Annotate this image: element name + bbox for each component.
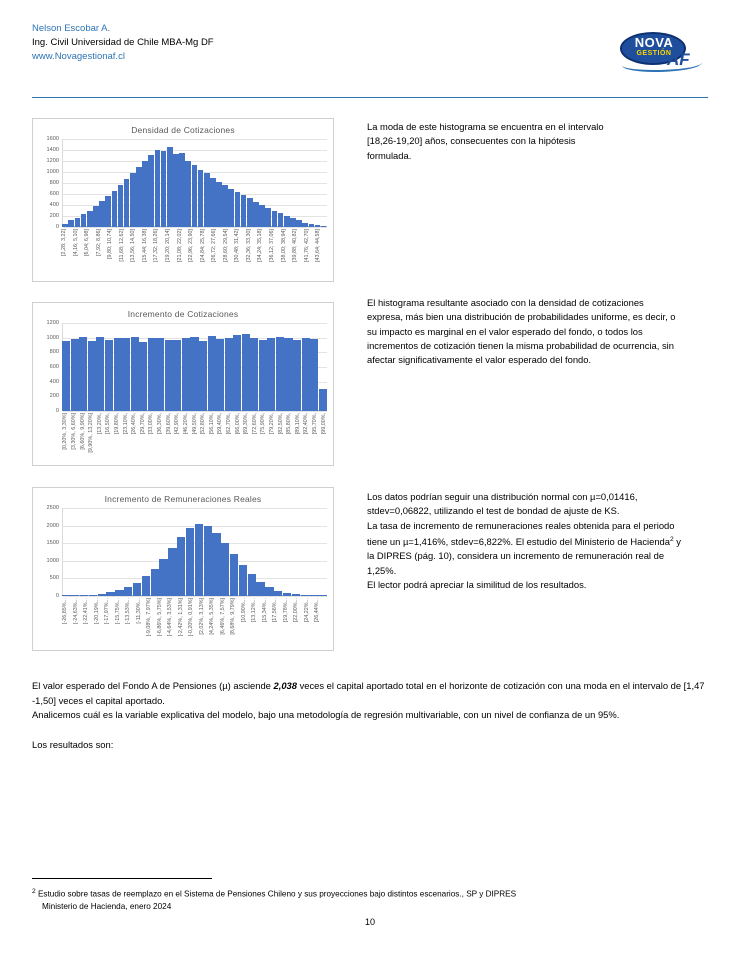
- incremento-remuneraciones-reales-x-tick: [2,02%, 3,13%]: [198, 598, 205, 635]
- bar: [248, 574, 256, 596]
- b1-pre: El valor esperado del Fondo A de Pensiones (µ) asciende: [32, 680, 274, 691]
- bar: [310, 339, 318, 411]
- bar: [241, 195, 247, 227]
- incremento-cotizaciones-x-tick-labels: [58, 411, 331, 475]
- incremento-remuneraciones-reales-x-tick: [24,22%...: [303, 598, 310, 623]
- bar: [276, 337, 284, 411]
- footnote-divider: [32, 878, 212, 879]
- bar: [161, 151, 167, 227]
- densidad-cotizaciones-x-tick: [4,16; 5,10]: [72, 229, 79, 256]
- densidad-cotizaciones-x-tick: [17,32; 18,26]: [153, 229, 160, 262]
- incremento-remuneraciones-reales-plot-area: [37, 505, 329, 599]
- bar: [88, 341, 96, 411]
- incremento-remuneraciones-reales-x-tick: [6,46%, 7,57%]: [219, 598, 226, 635]
- incremento-remuneraciones-reales-y-tick: 2000: [46, 522, 59, 529]
- bar: [179, 153, 185, 227]
- incremento-cotizaciones-y-tick: 1200: [46, 320, 59, 326]
- chart-incremento-remuneraciones: [32, 487, 334, 651]
- chart-densidad-cotizaciones: [32, 118, 334, 282]
- incremento-remuneraciones-reales-x-tick: [4,24%, 5,35%]: [209, 598, 216, 635]
- b1-post: veces el capital aportado total en el horizonte de cotización con una moda en el intervalo de [1,47 -1,50] veces el capital aportado.: [32, 680, 705, 706]
- incremento-remuneraciones-reales-x-tick: [19,78%...: [282, 598, 289, 623]
- footnote-ref: 2: [670, 535, 674, 543]
- incremento-cotizaciones-x-tick: [33,00%,: [148, 413, 155, 435]
- densidad-cotizaciones-x-tick: [2,28; 3,22]: [61, 229, 68, 256]
- bar: [190, 337, 198, 411]
- header-author: Nelson Escobar A.: [32, 23, 111, 34]
- incremento-cotizaciones-x-tick: [46,20%,: [182, 413, 189, 435]
- incremento-cotizaciones-x-tick: [69,30%,: [243, 413, 250, 435]
- bar: [216, 182, 222, 227]
- paragraph-resultados: Los resultados son:: [32, 739, 114, 750]
- bar: [195, 524, 203, 596]
- densidad-cotizaciones-x-tick: [22,96; 23,90]: [188, 229, 195, 262]
- densidad-cotizaciones-x-tick: [41,76; 42,70]: [303, 229, 310, 262]
- densidad-cotizaciones-y-tick: 1400: [46, 147, 59, 153]
- densidad-cotizaciones-x-tick: [39,88; 40,82]: [292, 229, 299, 262]
- bar: [182, 338, 190, 411]
- densidad-cotizaciones-x-tick: [7,92; 8,86]: [95, 229, 102, 256]
- logo-af-text: AF: [667, 50, 690, 69]
- bar: [272, 211, 278, 228]
- bar: [204, 526, 212, 596]
- bar: [259, 205, 265, 227]
- bar: [302, 338, 310, 411]
- densidad-cotizaciones-x-tick: [34,24; 35,18]: [257, 229, 264, 262]
- bar: [228, 189, 234, 228]
- bar: [267, 338, 275, 411]
- incremento-cotizaciones-x-tick: [29,70%,: [139, 413, 146, 435]
- densidad-cotizaciones-x-tick: [13,56; 14,50]: [130, 229, 137, 262]
- incremento-cotizaciones-x-tick: [82,50%,: [277, 413, 284, 435]
- incremento-remuneraciones-reales-x-tick: [17,56%...: [272, 598, 279, 623]
- chart-incremento-cotizaciones: [32, 302, 334, 466]
- bar: [105, 340, 113, 412]
- densidad-cotizaciones-x-tick-labels: [58, 227, 331, 291]
- bar: [130, 173, 136, 227]
- incremento-remuneraciones-reales-x-tick-labels: [58, 596, 331, 660]
- bar: [284, 338, 292, 411]
- incremento-remuneraciones-reales-x-tick: [10,90%...: [240, 598, 247, 623]
- bar: [259, 340, 267, 411]
- bar: [168, 548, 176, 596]
- densidad-cotizaciones-bars: [62, 139, 327, 227]
- incremento-cotizaciones-x-tick: [56,10%,: [208, 413, 215, 435]
- incremento-remuneraciones-reales-x-tick: [-22,41%...: [83, 598, 90, 625]
- logo-nova-text: NOVA: [634, 35, 674, 50]
- p3-part-c: El lector podrá apreciar la similitud de los resultados.: [367, 578, 587, 590]
- incremento-remuneraciones-reales-x-tick: [15,34%...: [261, 598, 268, 623]
- bar: [210, 178, 216, 228]
- incremento-remuneraciones-reales-y-tick: 0: [55, 593, 59, 599]
- bar: [173, 154, 179, 227]
- bar: [319, 389, 327, 411]
- incremento-cotizaciones-x-tick: [42,90%,: [174, 413, 181, 435]
- incremento-cotizaciones-x-tick: [6,60%, 9,90%]: [79, 413, 86, 450]
- incremento-remuneraciones-reales-x-tick: [-0,20%, 0,91%]: [188, 598, 195, 637]
- incremento-remuneraciones-reales-y-tick: 1500: [46, 540, 59, 547]
- densidad-cotizaciones-x-tick: [24,84; 25,78]: [199, 229, 206, 262]
- incremento-cotizaciones-x-tick: [99,00%,: [320, 413, 327, 435]
- incremento-remuneraciones-reales-x-tick: [13,12%...: [251, 598, 258, 623]
- incremento-remuneraciones-reales-y-tick: 1000: [46, 557, 59, 564]
- page-header: [32, 22, 708, 92]
- bar: [124, 587, 132, 596]
- densidad-cotizaciones-x-tick: [38,00; 38,94]: [280, 229, 287, 262]
- chart1-title: Densidad de Cotizaciones: [131, 125, 235, 135]
- incremento-cotizaciones-x-tick: [66,00%,: [234, 413, 241, 435]
- densidad-cotizaciones-plot-area: [37, 136, 329, 230]
- bar: [192, 165, 198, 227]
- incremento-remuneraciones-reales-x-tick: [-11,30%...: [135, 598, 142, 624]
- footnote-line2: Ministerio de Hacienda, enero 2024: [42, 902, 172, 912]
- densidad-cotizaciones-y-tick: 800: [49, 180, 59, 186]
- incremento-cotizaciones-x-tick: [95,70%,: [312, 413, 319, 435]
- bar: [93, 206, 99, 227]
- incremento-cotizaciones-x-tick: [26,40%,: [131, 413, 138, 435]
- footnote-line1: Estudio sobre tasas de reemplazo en el Sistema de Pensiones Chileno y sus proyecciones bajo distintos escenarios., SP y DIPRES: [35, 889, 517, 899]
- bar: [99, 201, 105, 227]
- logo-gestion-text: GESTIÓN: [636, 50, 672, 57]
- logo-swoosh-icon: [622, 56, 702, 72]
- incremento-remuneraciones-reales-x-tick: [-26,85%...: [62, 598, 69, 625]
- bar: [71, 339, 79, 411]
- incremento-cotizaciones-y-tick: 0: [55, 408, 59, 414]
- bar: [112, 191, 118, 227]
- densidad-cotizaciones-y-axis: [37, 136, 61, 230]
- bar: [96, 337, 104, 411]
- densidad-cotizaciones-x-tick: [30,48; 31,42]: [234, 229, 241, 262]
- paragraph-valor-esperado: [32, 679, 708, 708]
- bar: [151, 569, 159, 596]
- bar: [216, 339, 224, 411]
- header-divider: [32, 97, 708, 98]
- bar: [75, 218, 81, 227]
- densidad-cotizaciones-y-tick: 600: [49, 191, 59, 197]
- bar: [148, 338, 156, 411]
- bar: [247, 198, 253, 227]
- incremento-cotizaciones-x-tick: [79,20%,: [269, 413, 276, 435]
- incremento-cotizaciones-x-tick: [0,20%, 3,30%]: [62, 413, 69, 450]
- incremento-remuneraciones-reales-y-tick: 500: [49, 575, 59, 582]
- incremento-remuneraciones-reales-x-tick: [-4,64%, 3,53%]: [167, 598, 174, 637]
- densidad-cotizaciones-x-tick: [19,20; 20,14]: [165, 229, 172, 262]
- incremento-cotizaciones-x-tick: [36,30%,: [157, 413, 164, 435]
- bar: [221, 543, 229, 596]
- densidad-cotizaciones-x-tick: [36,12; 37,06]: [268, 229, 275, 262]
- incremento-remuneraciones-reales-x-tick: [-9,08%, 7,97%]: [146, 598, 153, 637]
- incremento-cotizaciones-x-tick: [52,80%,: [200, 413, 207, 435]
- incremento-remuneraciones-reales-x-tick: [-15,75%...: [114, 598, 121, 625]
- bar: [155, 150, 161, 227]
- page-number: 10: [364, 917, 375, 927]
- bar: [156, 338, 164, 411]
- incremento-remuneraciones-reales-x-tick: [26,44%...: [314, 598, 321, 623]
- incremento-cotizaciones-plot-area: [37, 320, 329, 414]
- bar: [133, 583, 141, 596]
- incremento-cotizaciones-x-tick: [92,40%,: [303, 413, 310, 435]
- chart3-title: Incremento de Remuneraciones Reales: [104, 494, 262, 504]
- paragraph-histograma-densidad: El histograma resultante asociado con la densidad de cotizaciones expresa, más bien una distribución de probabilidades uniforme, es decir, o su impacto es marginal en el valor esperado del fondo, o todos los incrementos de cotización tienen la misma probabilidad de ocurrencia, sin afectar significativamente el valor esperado del fondo.: [367, 297, 676, 366]
- bar: [186, 528, 194, 596]
- densidad-cotizaciones-x-tick: [28,60; 29,54]: [222, 229, 229, 262]
- company-logo: [620, 32, 708, 76]
- incremento-cotizaciones-x-tick: [16,50%,: [105, 413, 112, 435]
- bar: [198, 170, 204, 227]
- incremento-cotizaciones-y-tick: 400: [49, 378, 59, 385]
- bar: [142, 576, 150, 596]
- bar: [204, 173, 210, 227]
- incremento-cotizaciones-x-tick: [72,60%,: [251, 413, 258, 435]
- bar: [199, 341, 207, 411]
- bar: [124, 179, 130, 227]
- p3-part-a: Los datos podrían seguir una distribución normal con µ=0,01416, stdev=0,06822, utilizando el test de bondad de ajuste de KS.: [367, 491, 638, 517]
- incremento-cotizaciones-y-tick: 800: [49, 349, 59, 356]
- bar: [222, 185, 228, 227]
- incremento-remuneraciones-reales-y-tick: 2500: [46, 505, 59, 511]
- densidad-cotizaciones-x-tick: [32,36; 33,30]: [245, 229, 252, 262]
- densidad-cotizaciones-y-tick: 1600: [46, 136, 59, 142]
- incremento-remuneraciones-reales-x-tick: [-20,19%...: [93, 598, 100, 625]
- bar: [296, 220, 302, 227]
- paragraph-moda-histograma: La moda de este histograma se encuentra en el intervalo [18,26-19,20] años, consecuentes con la hipótesis formulada.: [367, 121, 604, 161]
- bar: [139, 342, 147, 411]
- densidad-cotizaciones-x-tick: [26,72; 27,66]: [211, 229, 218, 262]
- bar: [165, 340, 173, 411]
- bar: [167, 147, 173, 227]
- bar: [230, 554, 238, 596]
- p3-part-b-pre: La tasa de incremento de remuneraciones reales obtenida para el periodo tiene un µ=1,416%, stdev=6,822%. El estudio del Ministerio de Hacienda: [367, 519, 675, 548]
- incremento-cotizaciones-x-tick: [62,70%,: [225, 413, 232, 435]
- bar: [250, 338, 258, 411]
- incremento-cotizaciones-x-tick: [49,50%,: [191, 413, 198, 435]
- footnote-block: [32, 886, 700, 914]
- incremento-cotizaciones-y-tick: 200: [49, 393, 59, 400]
- header-website[interactable]: www.Novagestionaf.cl: [32, 51, 125, 62]
- bar: [284, 216, 290, 227]
- incremento-cotizaciones-y-tick: 600: [49, 364, 59, 370]
- incremento-remuneraciones-reales-x-tick: [22,00%...: [293, 598, 300, 623]
- bar: [256, 582, 264, 596]
- bar: [173, 340, 181, 412]
- densidad-cotizaciones-x-tick: [15,44; 16,38]: [141, 229, 148, 262]
- bar: [81, 214, 87, 227]
- bar: [87, 211, 93, 228]
- bar: [265, 208, 271, 227]
- densidad-cotizaciones-y-tick: 0: [55, 224, 59, 230]
- bar: [118, 185, 124, 227]
- bar: [253, 202, 259, 227]
- bar: [62, 341, 70, 411]
- densidad-cotizaciones-y-tick: 1200: [46, 158, 59, 164]
- p3-part-b-post: y la DIPRES (pág. 10), considera un incremento de remuneración real de 1,25%.: [367, 536, 681, 576]
- bar: [208, 336, 216, 411]
- paragraph-analicemos: Analicemos cuál es la variable explicativa del modelo, bajo una metodología de regresión multivariable, con un nivel de confianza de un 95%.: [32, 709, 620, 720]
- incremento-cotizaciones-x-tick: [85,80%,: [286, 413, 293, 435]
- incremento-cotizaciones-x-tick: [89,10%,: [294, 413, 301, 435]
- bar: [122, 338, 130, 411]
- incremento-remuneraciones-reales-x-tick: [-17,97%...: [104, 598, 111, 625]
- incremento-cotizaciones-x-tick: [75,90%,: [260, 413, 267, 435]
- incremento-cotizaciones-x-tick: [9,90%, 13,20%]: [88, 413, 95, 453]
- incremento-cotizaciones-x-tick: [39,60%,: [165, 413, 172, 435]
- densidad-cotizaciones-x-tick: [9,80; 10,74]: [107, 229, 114, 259]
- bar: [131, 337, 139, 411]
- densidad-cotizaciones-x-tick: [43,64; 44,58]: [315, 229, 322, 262]
- incremento-cotizaciones-y-axis: [37, 320, 61, 414]
- bar: [68, 220, 74, 227]
- incremento-cotizaciones-x-tick: [19,80%,: [113, 413, 120, 435]
- bar: [242, 334, 250, 411]
- footnote-marker: 2: [32, 888, 36, 895]
- incremento-cotizaciones-x-tick: [23,10%,: [122, 413, 129, 435]
- incremento-cotizaciones-x-tick: [3,30%, 6,60%]: [70, 413, 77, 450]
- bar: [148, 155, 154, 227]
- bar: [185, 161, 191, 227]
- densidad-cotizaciones-x-tick: [21,08; 22,02]: [176, 229, 183, 262]
- densidad-cotizaciones-x-tick: [11,68; 12,62]: [118, 229, 125, 262]
- bar: [239, 565, 247, 596]
- densidad-cotizaciones-y-tick: 200: [49, 213, 59, 219]
- bar: [265, 587, 273, 596]
- incremento-remuneraciones-reales-x-tick: [-13,53%...: [125, 598, 132, 625]
- incremento-cotizaciones-y-tick: 1000: [46, 334, 59, 341]
- bar: [278, 213, 284, 227]
- paragraph-distribucion-normal: [367, 490, 685, 592]
- densidad-cotizaciones-x-tick: [6,04; 6,98]: [84, 229, 91, 256]
- incremento-cotizaciones-x-tick: [59,40%,: [217, 413, 224, 435]
- incremento-remuneraciones-reales-y-axis: [37, 505, 61, 599]
- bar: [233, 335, 241, 411]
- bar: [177, 537, 185, 596]
- densidad-cotizaciones-y-tick: 400: [49, 202, 59, 208]
- incremento-remuneraciones-reales-x-tick: [8,68%, 9,79%]: [230, 598, 237, 635]
- bar: [114, 338, 122, 411]
- chart2-title: Incremento de Cotizaciones: [127, 309, 239, 319]
- bar: [136, 167, 142, 227]
- incremento-remuneraciones-reales-x-tick: [-6,86%, 5,75%]: [156, 598, 163, 637]
- bar: [159, 559, 167, 596]
- bar: [290, 218, 296, 227]
- densidad-cotizaciones-y-tick: 1000: [46, 169, 59, 175]
- bar: [235, 192, 241, 227]
- incremento-cotizaciones-x-tick: [13,20%,: [96, 413, 103, 435]
- bar: [225, 338, 233, 411]
- bar: [293, 340, 301, 411]
- bar: [142, 161, 148, 227]
- header-credentials: Ing. Civil Universidad de Chile MBA-Mg DF: [32, 37, 214, 48]
- incremento-remuneraciones-reales-x-tick: [-24,63%...: [72, 598, 79, 625]
- bar: [105, 196, 111, 227]
- bar: [212, 533, 220, 596]
- bar: [79, 337, 87, 411]
- b1-value: 2,038: [273, 680, 297, 691]
- incremento-cotizaciones-bars: [62, 323, 327, 411]
- incremento-remuneraciones-reales-bars: [62, 508, 327, 596]
- incremento-remuneraciones-reales-x-tick: [-2,42%, 1,31%]: [177, 598, 184, 637]
